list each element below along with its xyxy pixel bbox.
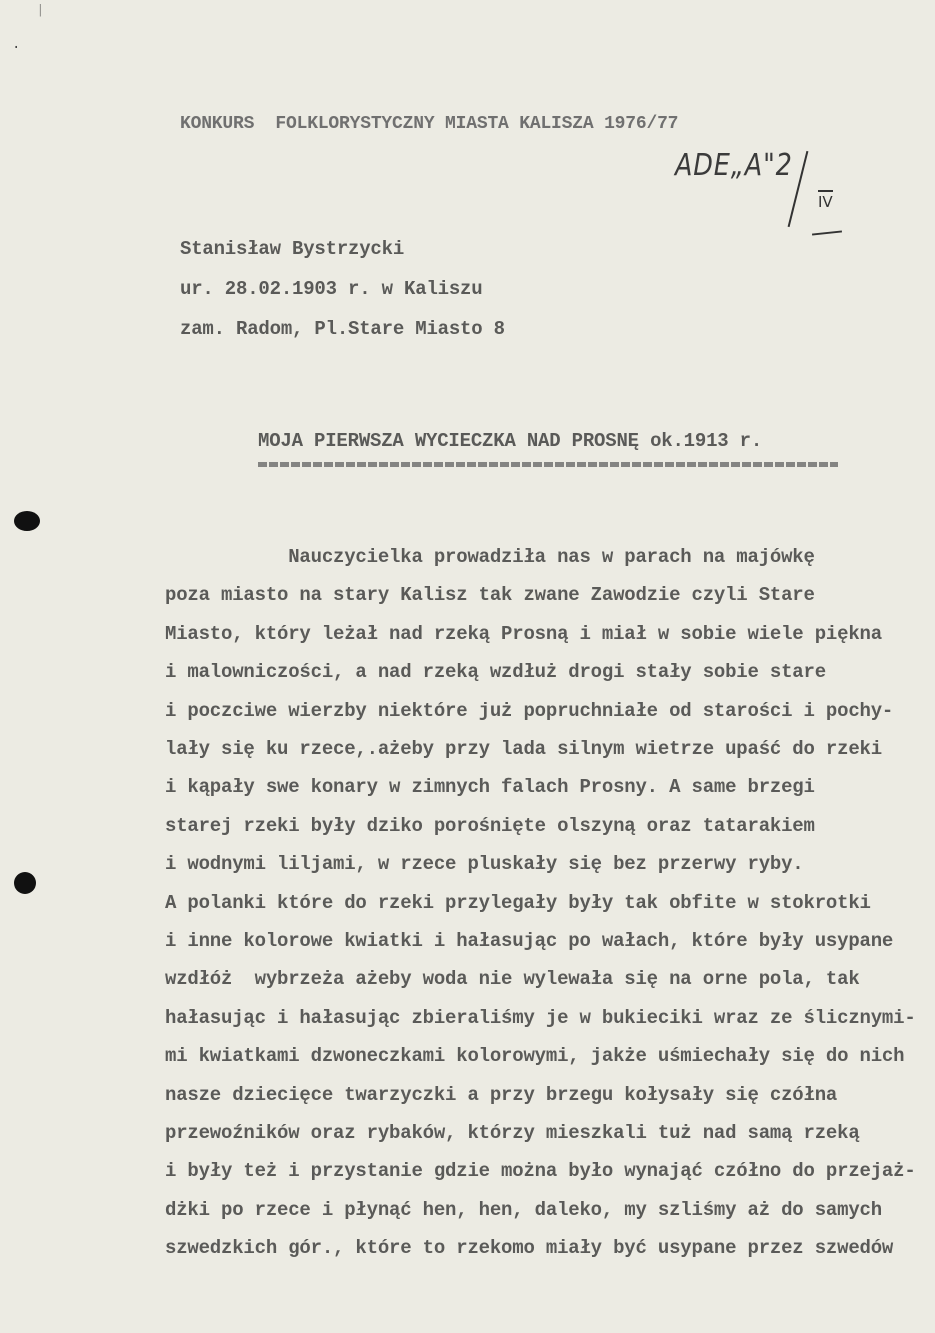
- handwritten-note-fraction: IV: [818, 190, 833, 211]
- contest-header: KONKURS FOLKLORYSTYCZNY MIASTA KALISZA 1976/77: [180, 114, 679, 134]
- body-line: A polanki które do rzeki przylegały były tak obfite w stokrotki: [165, 891, 871, 914]
- body-line: poza miasto na stary Kalisz tak zwane Zawodzie czyli Stare: [165, 584, 815, 607]
- body-line: szwedzkich gór., które to rzekomo miały być usypane przez szwedów: [165, 1237, 894, 1260]
- body-line: hałasując i hałasując zbieraliśmy je w bukieciki wraz ze ślicznymi-: [165, 1006, 916, 1029]
- body-line: przewoźników oraz rybaków, którzy mieszkali tuż nad samą rzeką: [165, 1122, 860, 1144]
- body-line: i wodnymi liljami, w rzece pluskały się bez przerwy ryby.: [165, 853, 804, 876]
- document-title: MOJA PIERWSZA WYCIECZKA NAD PROSNĘ ok.1913 r.: [258, 430, 763, 452]
- margin-mark: ·: [12, 40, 21, 56]
- body-line: starej rzeki były dziko porośnięte olszyną oraz tatarakiem: [165, 814, 815, 837]
- title-underline: [258, 462, 838, 467]
- body-line: dżki po rzece i płynąć hen, hen, daleko, my szliśmy aż do samych: [165, 1198, 882, 1221]
- body-line: i poczciwe wierzby niektóre już popruchniałe od starości i pochy-: [165, 699, 894, 722]
- body-line: lały się ku rzece,.ażeby przy lada silnym wietrze upaść do rzeki: [165, 738, 882, 760]
- body-line: i malowniczości, a nad rzeką wzdłuż drogi stały sobie stare: [165, 661, 826, 684]
- author-birth: ur. 28.02.1903 r. w Kaliszu: [180, 278, 483, 300]
- margin-mark: ᛁ: [36, 4, 45, 20]
- handwritten-underline: [812, 230, 842, 235]
- body-line: Miasto, który leżał nad rzeką Prosną i miał w sobie wiele piękna: [165, 622, 882, 645]
- author-name: Stanisław Bystrzycki: [180, 238, 405, 260]
- punch-hole: [14, 511, 40, 531]
- body-line: i były też i przystanie gdzie można było wynająć czółno do przejaż-: [165, 1160, 916, 1183]
- body-line: Nauczycielka prowadziła nas w parach na majówkę: [165, 546, 815, 568]
- body-line: mi kwiatkami dzwoneczkami kolorowymi, jakże uśmiechały się do nich: [165, 1045, 905, 1068]
- handwritten-note-main: ADE„A"2: [675, 148, 793, 183]
- author-address: zam. Radom, Pl.Stare Miasto 8: [180, 318, 505, 340]
- body-line: i kąpały swe konary w zimnych falach Prosny. A same brzegi: [165, 776, 815, 799]
- body-line: nasze dziecięce twarzyczki a przy brzegu kołysały się czółna: [165, 1083, 838, 1106]
- body-line: i inne kolorowe kwiatki i hałasując po wałach, które były usypane: [165, 930, 894, 952]
- body-line: wzdłóż wybrzeża ażeby woda nie wylewała się na orne pola, tak: [165, 968, 860, 991]
- punch-hole: [14, 872, 36, 894]
